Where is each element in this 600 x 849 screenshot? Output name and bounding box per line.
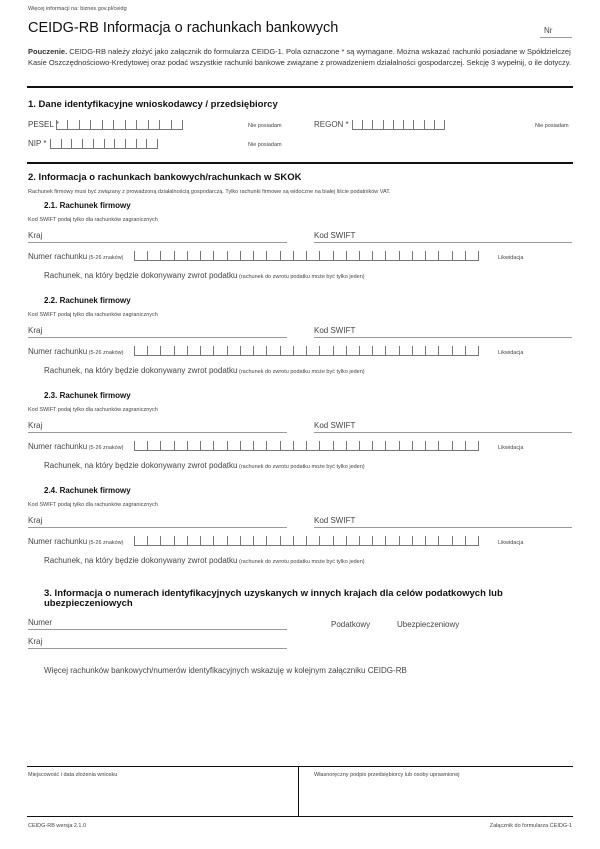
account-block — [0, 201, 600, 296]
comb-cell[interactable] — [160, 251, 173, 260]
comb-cell[interactable] — [200, 346, 213, 355]
comb-cell[interactable] — [452, 536, 465, 545]
comb-cell[interactable] — [253, 441, 266, 450]
section2-note: Rachunek firmowy musi być związany z prowadzoną działalnością gospodarczą. Tylko rachunki firmowe są widoczne na białej liście podatników VAT. — [28, 189, 391, 195]
comb-cell[interactable] — [71, 139, 82, 148]
comb-cell[interactable] — [412, 441, 425, 450]
swift-label: Kod SWIFT — [314, 231, 356, 240]
comb-cell[interactable] — [434, 120, 445, 129]
comb-cell[interactable] — [266, 346, 279, 355]
number-hint: (5-26 znaków) — [87, 445, 124, 451]
comb-cell[interactable] — [227, 441, 240, 450]
comb-cell[interactable] — [319, 536, 332, 545]
insurance-checkbox[interactable]: Ubezpieczeniowy — [397, 620, 460, 629]
comb-cell[interactable] — [187, 441, 200, 450]
comb-cell[interactable] — [425, 536, 438, 545]
comb-cell[interactable] — [146, 139, 158, 148]
regon-input[interactable] — [352, 120, 445, 130]
comb-cell[interactable] — [213, 251, 226, 260]
comb-cell[interactable] — [465, 536, 479, 545]
country-input[interactable] — [28, 421, 287, 433]
refund-account-checkbox[interactable] — [44, 461, 365, 470]
account-number-input[interactable] — [134, 251, 479, 261]
comb-cell[interactable] — [306, 346, 319, 355]
comb-cell[interactable] — [227, 536, 240, 545]
nip-label: NIP * — [28, 139, 47, 148]
comb-cell[interactable] — [159, 120, 170, 129]
comb-cell[interactable] — [465, 346, 479, 355]
number-hint: (5-26 znaków) — [87, 255, 124, 261]
comb-cell[interactable] — [385, 536, 398, 545]
comb-cell[interactable] — [171, 120, 183, 129]
comb-cell[interactable] — [240, 251, 253, 260]
comb-cell[interactable] — [306, 441, 319, 450]
pesel-none-checkbox[interactable]: Nie posiadam — [248, 123, 282, 129]
notice — [28, 46, 573, 68]
regon-none-checkbox[interactable]: Nie posiadam — [535, 123, 569, 129]
swift-input[interactable] — [314, 421, 572, 433]
signature-field[interactable]: Własnoręczny podpis przedsiębiorcy lub osoby uprawnionej — [314, 772, 460, 778]
comb-cell[interactable] — [90, 120, 101, 129]
comb-cell[interactable] — [148, 120, 159, 129]
comb-cell[interactable] — [160, 536, 173, 545]
comb-cell[interactable] — [385, 441, 398, 450]
comb-cell[interactable] — [465, 251, 479, 260]
section1-title: 1. Dane identyfikacyjne wnioskodawcy / przedsiębiorcy — [28, 99, 278, 110]
swift-input[interactable] — [314, 326, 572, 338]
section2-title: 2. Informacja o rachunkach bankowych/rachunkach w SKOK — [28, 172, 302, 183]
comb-cell[interactable] — [425, 346, 438, 355]
number-label: Numer rachunku — [28, 252, 88, 261]
liquidation-checkbox[interactable]: Likwidacja — [498, 540, 524, 546]
liquidation-checkbox[interactable]: Likwidacja — [498, 350, 524, 356]
swift-note: Kod SWIFT podaj tylko dla rachunków zagranicznych — [28, 217, 158, 223]
comb-cell[interactable] — [200, 536, 213, 545]
country-input[interactable] — [28, 231, 287, 243]
comb-cell[interactable] — [266, 441, 279, 450]
tax-checkbox[interactable]: Podatkowy — [331, 620, 371, 629]
comb-cell[interactable] — [465, 441, 479, 450]
divider — [27, 86, 573, 88]
comb-cell[interactable] — [372, 120, 382, 129]
comb-cell[interactable] — [359, 441, 372, 450]
comb-cell[interactable] — [393, 120, 403, 129]
nr-field[interactable] — [540, 26, 572, 38]
comb-cell[interactable] — [346, 536, 359, 545]
comb-cell[interactable] — [104, 139, 115, 148]
place-date-field[interactable]: Miejscowość i data złożenia wniosku — [28, 772, 118, 778]
comb-cell[interactable] — [160, 346, 173, 355]
number-label: Numer rachunku — [28, 442, 88, 451]
comb-cell[interactable] — [346, 346, 359, 355]
account-title: 2.4. Rachunek firmowy — [44, 486, 131, 495]
account-title: 2.1. Rachunek firmowy — [44, 201, 131, 210]
divider — [27, 162, 573, 164]
account-block — [0, 391, 600, 486]
comb-cell[interactable] — [187, 251, 200, 260]
comb-cell[interactable] — [359, 536, 372, 545]
swift-note: Kod SWIFT podaj tylko dla rachunków zagranicznych — [28, 407, 158, 413]
comb-cell[interactable] — [102, 120, 113, 129]
refund-label: Rachunek, na który będzie dokonywany zwrot podatku — [44, 271, 238, 280]
country-label: Kraj — [28, 516, 43, 525]
comb-cell[interactable] — [412, 346, 425, 355]
comb-cell[interactable] — [147, 251, 160, 260]
country-label: Kraj — [28, 326, 43, 335]
comb-cell[interactable] — [147, 441, 160, 450]
comb-cell[interactable] — [293, 346, 306, 355]
divider — [27, 766, 573, 767]
comb-cell[interactable] — [412, 536, 425, 545]
notice-bold: Pouczenie. — [28, 47, 68, 56]
comb-cell[interactable] — [240, 346, 253, 355]
refund-label: Rachunek, na który będzie dokonywany zwrot podatku — [44, 556, 238, 565]
number-label: Numer — [28, 618, 53, 627]
comb-cell[interactable] — [147, 346, 160, 355]
refund-account-checkbox[interactable] — [44, 271, 365, 280]
comb-cell[interactable] — [399, 441, 412, 450]
comb-cell[interactable] — [333, 346, 346, 355]
more-attachments-checkbox[interactable]: Więcej rachunków bankowych/numerów identyfikacyjnych wskazuję w kolejnym załączniku CEIDG-RB — [44, 666, 407, 675]
comb-cell[interactable] — [438, 441, 451, 450]
comb-cell[interactable] — [452, 346, 465, 355]
comb-cell[interactable] — [125, 139, 136, 148]
comb-cell[interactable] — [362, 120, 372, 129]
comb-cell[interactable] — [187, 536, 200, 545]
comb-cell[interactable] — [372, 251, 385, 260]
account-title: 2.3. Rachunek firmowy — [44, 391, 131, 400]
swift-note: Kod SWIFT podaj tylko dla rachunków zagranicznych — [28, 502, 158, 508]
comb-cell[interactable] — [424, 120, 434, 129]
number-hint: (5-26 znaków) — [87, 350, 124, 356]
info-link[interactable]: Więcej informacji na: biznes.gov.pl/ceidg — [28, 6, 127, 12]
account-number-label — [28, 537, 124, 546]
comb-cell[interactable] — [319, 441, 332, 450]
pesel-label: PESEL * — [28, 120, 59, 129]
comb-cell[interactable] — [136, 120, 147, 129]
pesel-input[interactable] — [56, 120, 183, 130]
comb-cell[interactable] — [333, 251, 346, 260]
comb-cell[interactable] — [399, 536, 412, 545]
refund-hint: (rachunek do zwrotu podatku może być tylko jeden) — [237, 274, 365, 280]
comb-cell[interactable] — [174, 536, 187, 545]
comb-cell[interactable] — [293, 251, 306, 260]
comb-cell[interactable] — [125, 120, 136, 129]
comb-cell[interactable] — [293, 441, 306, 450]
refund-hint: (rachunek do zwrotu podatku może być tylko jeden) — [237, 369, 365, 375]
comb-cell[interactable] — [174, 441, 187, 450]
comb-cell[interactable] — [213, 346, 226, 355]
comb-cell[interactable] — [56, 120, 67, 129]
comb-cell[interactable] — [136, 139, 147, 148]
comb-cell[interactable] — [147, 536, 160, 545]
comb-cell[interactable] — [425, 251, 438, 260]
comb-cell[interactable] — [280, 536, 293, 545]
section3-title: 3. Informacja o numerach identyfikacyjnych uzyskanych w innych krajach dla celów podatkowych lub ubezpieczeniowych — [44, 588, 503, 609]
comb-cell[interactable] — [114, 139, 125, 148]
comb-cell[interactable] — [359, 346, 372, 355]
comb-cell[interactable] — [333, 441, 346, 450]
comb-cell[interactable] — [359, 251, 372, 260]
comb-cell[interactable] — [425, 441, 438, 450]
comb-cell[interactable] — [352, 120, 362, 129]
country-input[interactable] — [28, 516, 287, 528]
attachment-label: Załącznik do formularza CEIDG-1 — [489, 823, 572, 829]
liquidation-checkbox[interactable]: Likwidacja — [498, 445, 524, 451]
comb-cell[interactable] — [280, 346, 293, 355]
comb-cell[interactable] — [79, 120, 90, 129]
comb-cell[interactable] — [227, 346, 240, 355]
comb-cell[interactable] — [213, 536, 226, 545]
comb-cell[interactable] — [200, 251, 213, 260]
comb-cell[interactable] — [240, 441, 253, 450]
comb-cell[interactable] — [346, 441, 359, 450]
comb-cell[interactable] — [134, 346, 147, 355]
swift-label: Kod SWIFT — [314, 421, 356, 430]
foreign-number-input[interactable] — [28, 618, 287, 630]
comb-cell[interactable] — [253, 346, 266, 355]
comb-cell[interactable] — [452, 441, 465, 450]
foreign-country-input[interactable] — [28, 637, 287, 649]
comb-cell[interactable] — [174, 251, 187, 260]
comb-cell[interactable] — [187, 346, 200, 355]
comb-cell[interactable] — [399, 346, 412, 355]
divider — [298, 766, 299, 816]
comb-cell[interactable] — [403, 120, 413, 129]
swift-label: Kod SWIFT — [314, 326, 356, 335]
swift-label: Kod SWIFT — [314, 516, 356, 525]
comb-cell[interactable] — [174, 346, 187, 355]
account-title: 2.2. Rachunek firmowy — [44, 296, 131, 305]
comb-cell[interactable] — [280, 251, 293, 260]
comb-cell[interactable] — [306, 536, 319, 545]
notice-text: CEIDG-RB należy złożyć jako załącznik do formularza CEIDG-1. Pola oznaczone * są wymagane. Można wskazać rachunki posiadane w Spółdzielczej Kasie Oszczędnościowo-Kredytowej oraz podać wszystkie rachunki bankowe związane z prowadzeniem działalności gospodarczej. Sekcję 3 wypełnij, o ile dotyczy. — [28, 47, 572, 67]
nr-label: Nr — [544, 26, 553, 35]
comb-cell[interactable] — [61, 139, 72, 148]
number-label: Numer rachunku — [28, 537, 88, 546]
comb-cell[interactable] — [160, 441, 173, 450]
refund-label: Rachunek, na który będzie dokonywany zwrot podatku — [44, 461, 238, 470]
page-title: CEIDG-RB Informacja o rachunkach bankowych — [28, 20, 339, 36]
comb-cell[interactable] — [413, 120, 423, 129]
comb-cell[interactable] — [293, 536, 306, 545]
comb-cell[interactable] — [134, 536, 147, 545]
comb-cell[interactable] — [306, 251, 319, 260]
account-number-input[interactable] — [134, 441, 479, 451]
regon-label: REGON * — [314, 120, 349, 129]
comb-cell[interactable] — [385, 346, 398, 355]
comb-cell[interactable] — [93, 139, 104, 148]
comb-cell[interactable] — [346, 251, 359, 260]
swift-input[interactable] — [314, 516, 572, 528]
country-input[interactable] — [28, 326, 287, 338]
comb-cell[interactable] — [240, 536, 253, 545]
account-number-input[interactable] — [134, 536, 479, 546]
comb-cell[interactable] — [438, 346, 451, 355]
comb-cell[interactable] — [200, 441, 213, 450]
account-block — [0, 486, 600, 581]
comb-cell[interactable] — [134, 441, 147, 450]
comb-cell[interactable] — [399, 251, 412, 260]
comb-cell[interactable] — [319, 346, 332, 355]
comb-cell[interactable] — [266, 536, 279, 545]
number-label: Numer rachunku — [28, 347, 88, 356]
swift-input[interactable] — [314, 231, 572, 243]
comb-cell[interactable] — [319, 251, 332, 260]
comb-cell[interactable] — [333, 536, 346, 545]
account-number-label — [28, 442, 124, 451]
number-hint: (5-26 znaków) — [87, 540, 124, 546]
comb-cell[interactable] — [50, 139, 61, 148]
comb-cell[interactable] — [134, 251, 147, 260]
comb-cell[interactable] — [438, 251, 451, 260]
comb-cell[interactable] — [452, 251, 465, 260]
refund-hint: (rachunek do zwrotu podatku może być tylko jeden) — [237, 464, 365, 470]
comb-cell[interactable] — [372, 536, 385, 545]
comb-cell[interactable] — [372, 441, 385, 450]
comb-cell[interactable] — [67, 120, 78, 129]
account-number-label — [28, 252, 124, 261]
account-number-input[interactable] — [134, 346, 479, 356]
country-label: Kraj — [28, 637, 43, 646]
account-block — [0, 296, 600, 391]
divider — [27, 816, 573, 817]
swift-note: Kod SWIFT podaj tylko dla rachunków zagranicznych — [28, 312, 158, 318]
liquidation-checkbox[interactable]: Likwidacja — [498, 255, 524, 261]
comb-cell[interactable] — [227, 251, 240, 260]
comb-cell[interactable] — [412, 251, 425, 260]
comb-cell[interactable] — [372, 346, 385, 355]
nip-none-checkbox[interactable]: Nie posiadam — [248, 142, 282, 148]
comb-cell[interactable] — [280, 441, 293, 450]
country-label: Kraj — [28, 421, 43, 430]
account-number-label — [28, 347, 124, 356]
comb-cell[interactable] — [113, 120, 124, 129]
comb-cell[interactable] — [266, 251, 279, 260]
comb-cell[interactable] — [383, 120, 393, 129]
refund-label: Rachunek, na który będzie dokonywany zwrot podatku — [44, 366, 238, 375]
refund-account-checkbox[interactable] — [44, 556, 365, 565]
comb-cell[interactable] — [213, 441, 226, 450]
refund-account-checkbox[interactable] — [44, 366, 365, 375]
nip-input[interactable] — [50, 139, 158, 149]
comb-cell[interactable] — [385, 251, 398, 260]
comb-cell[interactable] — [438, 536, 451, 545]
comb-cell[interactable] — [82, 139, 93, 148]
country-label: Kraj — [28, 231, 43, 240]
comb-cell[interactable] — [253, 536, 266, 545]
version-label: CEIDG-RB wersja 2.1.0 — [28, 823, 87, 829]
refund-hint: (rachunek do zwrotu podatku może być tylko jeden) — [237, 559, 365, 565]
comb-cell[interactable] — [253, 251, 266, 260]
